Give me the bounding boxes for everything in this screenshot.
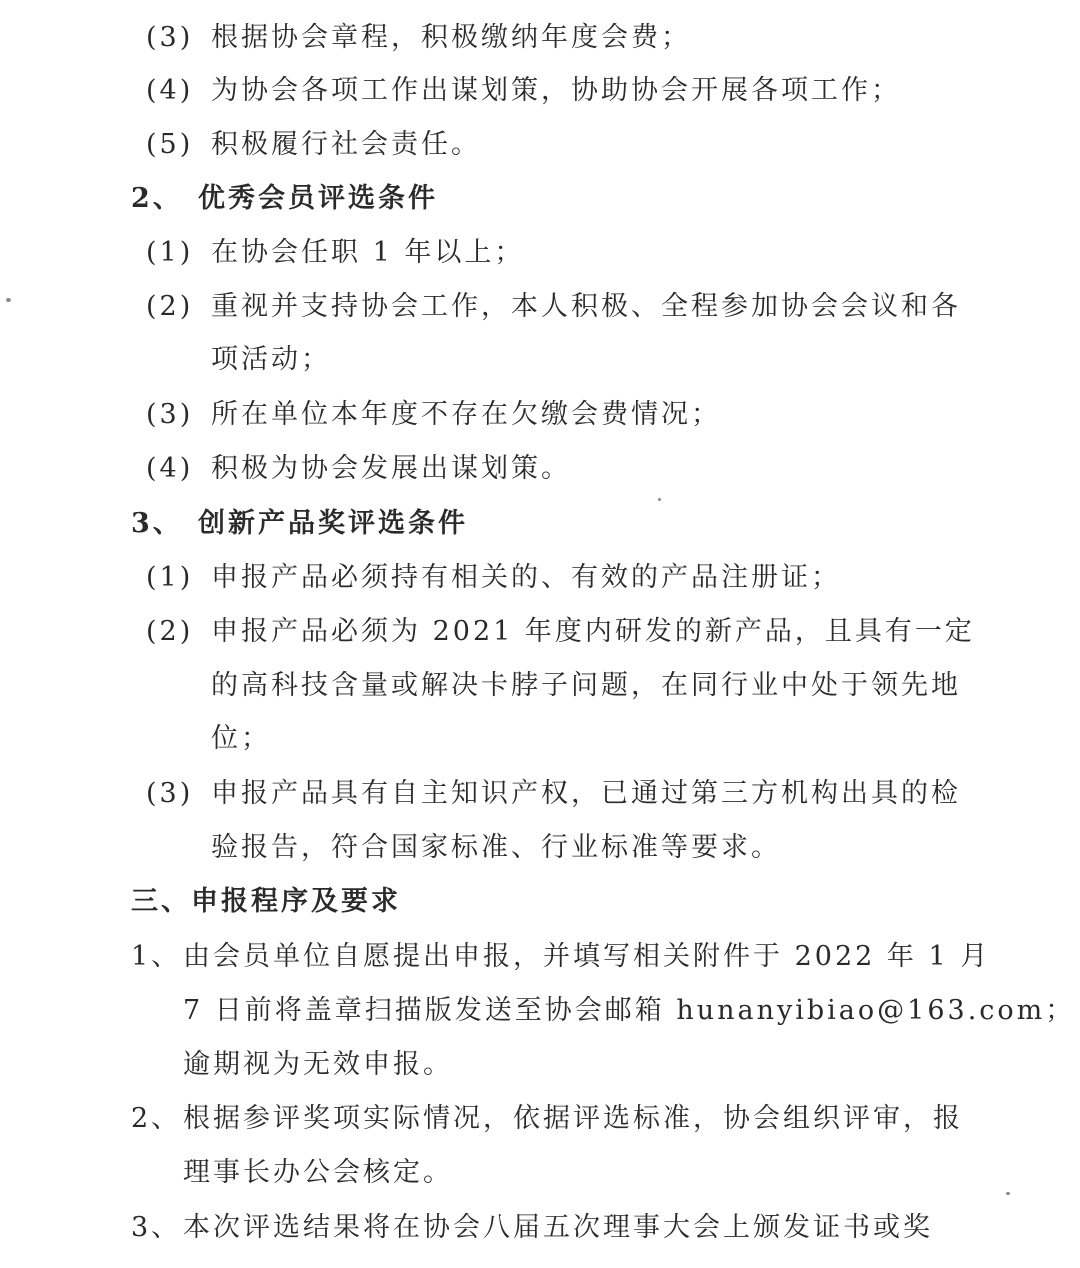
item-number: (1) bbox=[146, 237, 194, 268]
item-number: (4) bbox=[146, 453, 194, 484]
item-number: (3) bbox=[146, 399, 194, 430]
item-number: (5) bbox=[146, 129, 194, 160]
step-text-continued: 逾期视为无效申报。 bbox=[183, 1049, 453, 1080]
item-text: 申报产品必须为 2021 年度内研发的新产品，且具有一定 bbox=[211, 616, 975, 647]
item-number: (4) bbox=[146, 75, 194, 106]
item-text: 所在单位本年度不存在欠缴会费情况； bbox=[211, 399, 721, 430]
section-heading: 优秀会员评选条件 bbox=[198, 183, 438, 214]
item-text-continued: 项活动； bbox=[211, 344, 331, 375]
item-number: (2) bbox=[146, 291, 194, 322]
step-text: 根据参评奖项实际情况，依据评选标准，协会组织评审，报 bbox=[183, 1103, 963, 1134]
scan-speck bbox=[6, 298, 11, 302]
item-text: 重视并支持协会工作，本人积极、全程参加协会会议和各 bbox=[211, 291, 961, 322]
step-number: 3、 bbox=[131, 1212, 182, 1243]
item-text: 申报产品必须持有相关的、有效的产品注册证； bbox=[211, 562, 841, 593]
item-text-continued: 的高科技含量或解决卡脖子问题，在同行业中处于领先地 bbox=[211, 670, 961, 701]
item-number: (3) bbox=[146, 778, 194, 809]
scan-speck bbox=[1006, 1192, 1010, 1195]
section-number: 2、 bbox=[131, 183, 183, 214]
item-number: (2) bbox=[146, 616, 194, 647]
step-text-continued: 理事长办公会核定。 bbox=[183, 1157, 453, 1188]
step-text: 本次评选结果将在协会八届五次理事大会上颁发证书或奖 bbox=[183, 1212, 933, 1243]
item-text: 积极履行社会责任。 bbox=[211, 129, 481, 160]
section-heading: 创新产品奖评选条件 bbox=[198, 508, 468, 539]
scan-speck bbox=[658, 498, 661, 501]
item-text-continued: 验报告，符合国家标准、行业标准等要求。 bbox=[211, 832, 781, 863]
step-number: 1、 bbox=[131, 941, 182, 972]
item-text-continued: 位； bbox=[211, 723, 271, 754]
section-number: 3、 bbox=[131, 508, 183, 539]
item-text: 申报产品具有自主知识产权，已通过第三方机构出具的检 bbox=[211, 778, 961, 809]
item-text: 积极为协会发展出谋划策。 bbox=[211, 453, 571, 484]
item-number: (3) bbox=[146, 22, 194, 53]
step-number: 2、 bbox=[131, 1103, 182, 1134]
item-text: 为协会各项工作出谋划策，协助协会开展各项工作； bbox=[211, 75, 901, 106]
step-text: 由会员单位自愿提出申报，并填写相关附件于 2022 年 1 月 bbox=[183, 941, 991, 972]
item-number: (1) bbox=[146, 562, 194, 593]
major-heading: 三、申报程序及要求 bbox=[131, 886, 401, 917]
step-text-continued: 7 日前将盖章扫描版发送至协会邮箱 hunanyibiao@163.com； bbox=[183, 995, 1076, 1026]
item-text: 根据协会章程，积极缴纳年度会费； bbox=[211, 22, 691, 53]
item-text: 在协会任职 1 年以上； bbox=[211, 237, 525, 268]
